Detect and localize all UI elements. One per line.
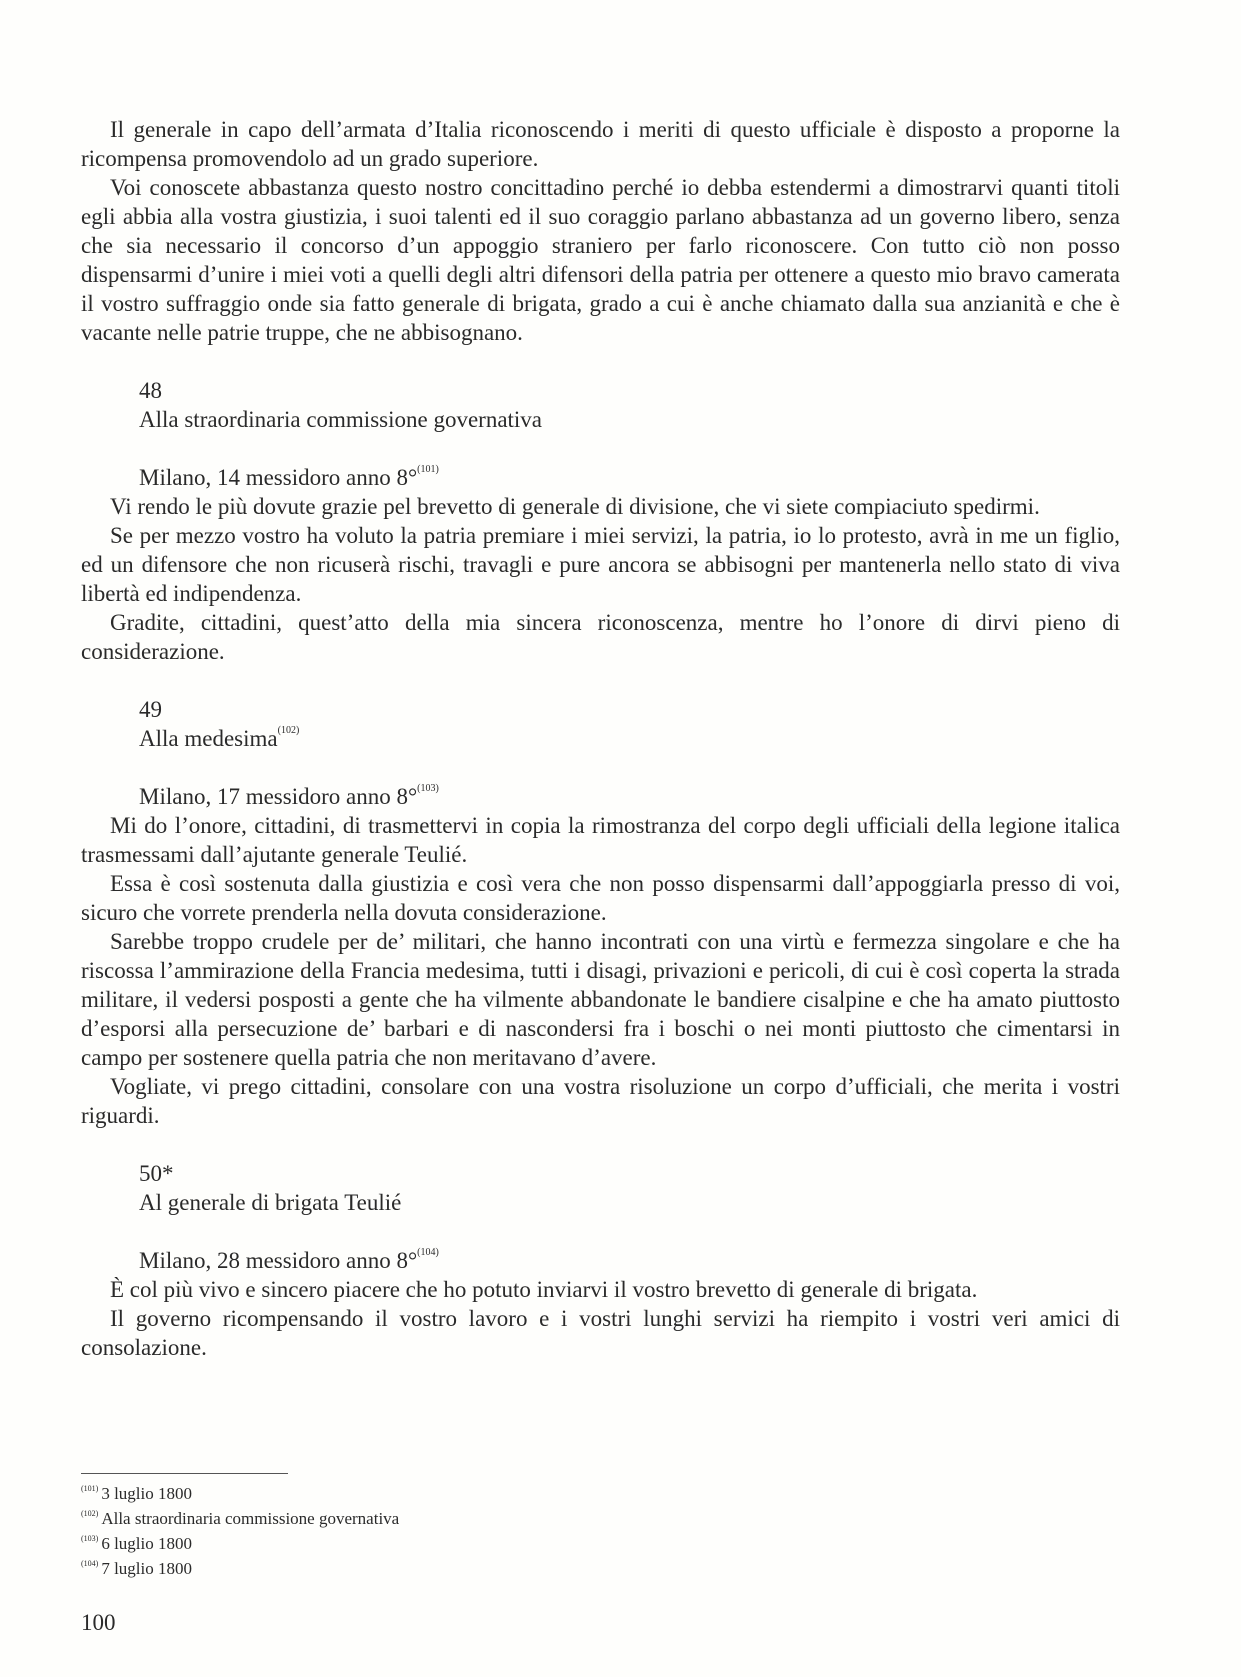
footnote-mark: (101) — [81, 1484, 99, 1493]
letter-paragraph: È col più vivo e sincero piacere che ho potuto inviarvi il vostro brevetto di generale di brigata. — [110, 1277, 978, 1302]
footnote-ref: (102) — [277, 725, 300, 736]
letter-date — [81, 782, 1120, 811]
date-text: Milano, 28 messidoro anno 8° — [139, 1248, 418, 1273]
footnotes — [81, 1481, 399, 1581]
letter-number: 50* — [139, 1161, 174, 1186]
letter-paragraph: Sarebbe troppo crudele per de’ militari, che hanno incontrati con una virtù e fermezza singolare e che ha riscossa l’ammirazione della Francia medesima, tutti i disagi, privazioni e pericoli, di cui è così coperta la strada militare, il vedersi posposti a gente che ha vilmente abbandonate le bandiere cisalpine e che ha amato piuttosto d’esporsi alla persecuzione de’ barbari e di nascondersi fra i boschi o nei monti piuttosto che cimentarsi in campo per sostenere quella patria che non meritavano d’avere. — [81, 929, 1120, 1070]
footnote-mark: (102) — [81, 1509, 99, 1518]
footnote-mark: (104) — [81, 1559, 99, 1568]
letter-recipient — [81, 405, 1120, 434]
letter-50 — [81, 1159, 1120, 1362]
footnote-text: 3 luglio 1800 — [101, 1484, 192, 1503]
letter-date — [81, 1246, 1120, 1275]
footnote-mark: (103) — [81, 1534, 99, 1543]
footnote — [81, 1556, 399, 1581]
footnote-divider — [81, 1473, 288, 1474]
footnote-text: 7 luglio 1800 — [101, 1559, 192, 1578]
footnote-ref: (101) — [417, 464, 439, 475]
recipient-text: Alla straordinaria commissione governativa — [139, 407, 543, 432]
footnote — [81, 1481, 399, 1506]
footnote-text: 6 luglio 1800 — [101, 1534, 192, 1553]
footnote — [81, 1531, 399, 1556]
letter-paragraph: Il governo ricompensando il vostro lavoro e i vostri lunghi servizi ha riempito i vostri veri amici di consolazione. — [81, 1306, 1120, 1360]
letter-48 — [81, 376, 1120, 666]
letter-paragraph: Se per mezzo vostro ha voluto la patria premiare i miei servizi, la patria, io lo protesto, avrà in me un figlio, ed un difensore che non ricuserà rischi, travagli e pure ancora se abbisogni per mantenerla nello stato di viva libertà ed indipendenza. — [81, 523, 1120, 606]
letter-paragraph: Mi do l’onore, cittadini, di trasmettervi in copia la rimostranza del corpo degli ufficiali della legione italica trasmessami dall’ajutante generale Teulié. — [81, 813, 1120, 867]
letter-paragraph: Gradite, cittadini, quest’atto della mia sincera riconoscenza, mentre ho l’onore di dirvi pieno di considerazione. — [81, 610, 1120, 664]
letter-paragraph: Vogliate, vi prego cittadini, consolare con una vostra risoluzione un corpo d’ufficiali, che merita i vostri riguardi. — [81, 1074, 1120, 1128]
letter-paragraph: Vi rendo le più dovute grazie pel brevetto di generale di divisione, che vi siete compiaciuto spedirmi. — [110, 494, 1040, 519]
letter-49 — [81, 695, 1120, 1130]
recipient-text: Alla medesima — [139, 726, 278, 751]
date-text: Milano, 14 messidoro anno 8° — [139, 465, 418, 490]
date-text: Milano, 17 messidoro anno 8° — [139, 784, 418, 809]
letter-recipient — [81, 724, 1120, 753]
letter-number: 48 — [139, 378, 162, 403]
letter-paragraph: Essa è così sostenuta dalla giustizia e così vera che non posso dispensarmi dall’appoggiarla presso di voi, sicuro che vorrete prenderla nella dovuta considerazione. — [81, 871, 1120, 925]
recipient-text: Al generale di brigata Teulié — [139, 1190, 402, 1215]
footnote-ref: (103) — [417, 783, 439, 794]
footnote-ref: (104) — [417, 1247, 439, 1258]
main-text — [81, 115, 1120, 1362]
letter-number: 49 — [139, 697, 162, 722]
letter-recipient — [81, 1188, 1120, 1217]
footnote — [81, 1506, 399, 1531]
intro-paragraph: Voi conoscete abbastanza questo nostro concittadino perché io debba estendermi a dimostrarvi quanti titoli egli abbia alla vostra giustizia, i suoi talenti ed il suo coraggio parlano abbastanza ad un governo libero, senza che sia necessario il concorso d’un appoggio straniero per farlo riconoscere. Con tutto ciò non posso dispensarmi d’unire i miei voti a quelli degli altri difensori della patria per ottenere a questo mio bravo camerata il vostro suffraggio onde sia fatto generale di brigata, grado a cui è anche chiamato dalla sua anzianità e che è vacante nelle patrie truppe, che ne abbisognano. — [81, 175, 1120, 345]
intro-paragraph: Il generale in capo dell’armata d’Italia riconoscendo i meriti di questo ufficiale è disposto a proporne la ricompensa promovendolo ad un grado superiore. — [81, 117, 1120, 171]
page-number: 100 — [81, 1610, 116, 1635]
footnote-text: Alla straordinaria commissione governativa — [101, 1509, 400, 1528]
letter-date — [81, 463, 1120, 492]
